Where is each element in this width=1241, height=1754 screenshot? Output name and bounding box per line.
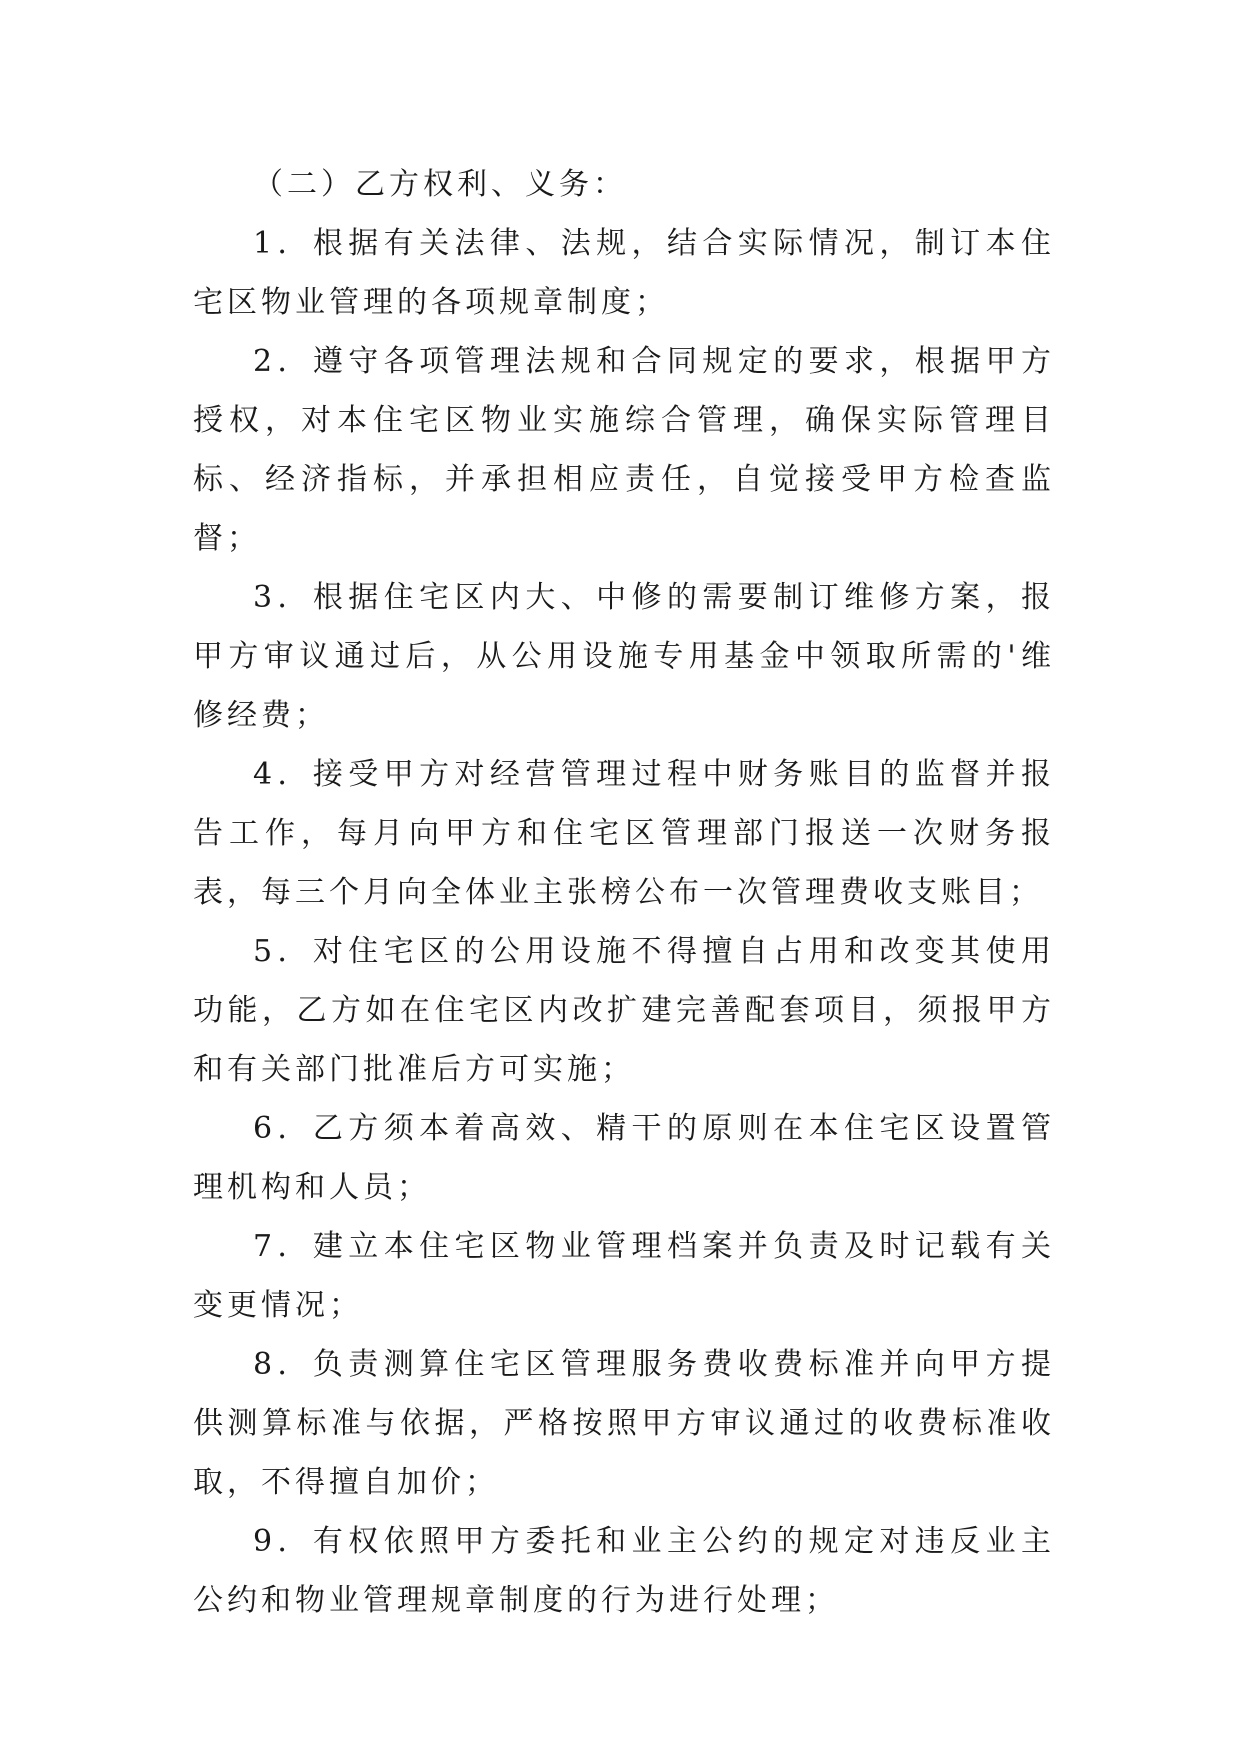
document-body — [193, 155, 1055, 1630]
clause-3: 3．根据住宅区内大、中修的需要制订维修方案，报甲方审议通过后，从公用设施专用基金中领取所需的'维修经费； — [193, 580, 1055, 733]
clause-8: 8．负责测算住宅区管理服务费收费标准并向甲方提供测算标准与依据，严格按照甲方审议通过的收费标准收取，不得擅自加价； — [193, 1347, 1055, 1500]
clause-5: 5．对住宅区的公用设施不得擅自占用和改变其使用功能，乙方如在住宅区内改扩建完善配套项目，须报甲方和有关部门批准后方可实施； — [193, 934, 1055, 1087]
clause-9: 9．有权依照甲方委托和业主公约的规定对违反业主公约和物业管理规章制度的行为进行处理； — [193, 1524, 1055, 1618]
clause-6: 6．乙方须本着高效、精干的原则在本住宅区设置管理机构和人员； — [193, 1111, 1055, 1205]
clause-4: 4．接受甲方对经营管理过程中财务账目的监督并报告工作，每月向甲方和住宅区管理部门报送一次财务报表，每三个月向全体业主张榜公布一次管理费收支账目； — [193, 757, 1055, 910]
clause-2: 2．遵守各项管理法规和合同规定的要求，根据甲方授权，对本住宅区物业实施综合管理，确保实际管理目标、经济指标，并承担相应责任，自觉接受甲方检查监督； — [193, 344, 1055, 556]
clause-7: 7．建立本住宅区物业管理档案并负责及时记载有关变更情况； — [193, 1229, 1055, 1323]
section-heading: （二）乙方权利、义务： — [253, 167, 627, 202]
clause-1: 1．根据有关法律、法规，结合实际情况，制订本住宅区物业管理的各项规章制度； — [193, 226, 1055, 320]
